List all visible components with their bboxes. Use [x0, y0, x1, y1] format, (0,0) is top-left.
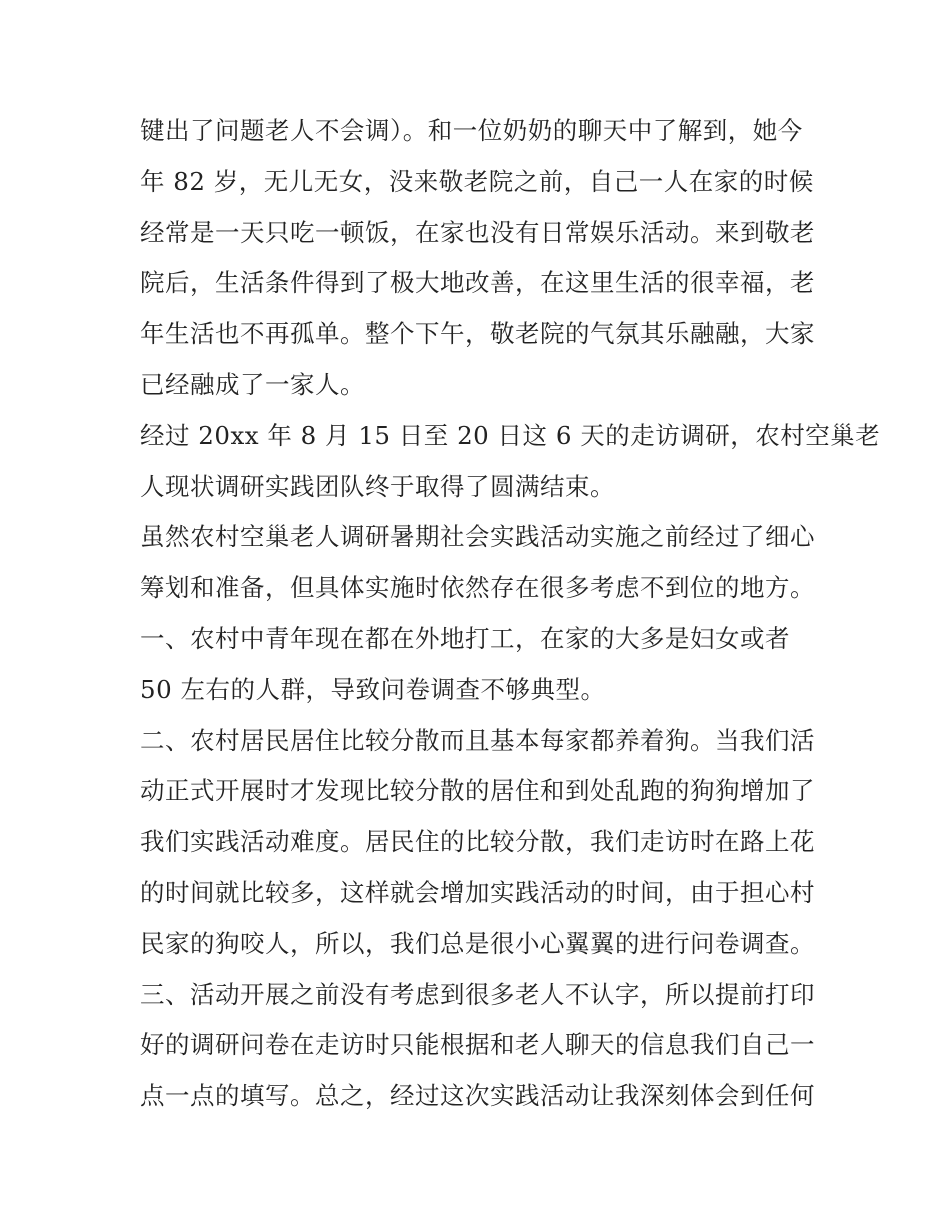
text-line: 动正式开展时才发现比较分散的居住和到处乱跑的狗狗增加了 — [140, 776, 815, 806]
text-line: 我们实践活动难度。居民住的比较分散，我们走访时在路上花 — [140, 827, 815, 857]
text-line: 年生活也不再孤单。整个下午，敬老院的气氛其乐融融，大家 — [140, 319, 815, 349]
text-line: 键出了问题老人不会调）。和一位奶奶的聊天中了解到，她今 — [140, 116, 803, 145]
text-line: 50 左右的人群，导致问卷调查不够典型。 — [140, 674, 606, 704]
text-line: 筹划和准备，但具体实施时依然存在很多考虑不到位的地方。 — [140, 573, 815, 603]
text-line: 院后，生活条件得到了极大地改善，在这里生活的很幸福，老 — [140, 268, 815, 298]
text-line: 民家的狗咬人，所以，我们总是很小心翼翼的进行问卷调查。 — [140, 928, 815, 958]
text-line: 已经融成了一家人。 — [140, 369, 365, 399]
text-line: 二、农村居民居住比较分散而且基本每家都养着狗。当我们活 — [140, 725, 815, 755]
text-line: 的时间就比较多，这样就会增加实践活动的时间，由于担心村 — [140, 877, 815, 907]
text-line: 好的调研问卷在走访时只能根据和老人聊天的信息我们自己一 — [140, 1030, 815, 1060]
text-line: 三、活动开展之前没有考虑到很多老人不认字，所以提前打印 — [140, 979, 815, 1009]
text-line: 经常是一天只吃一顿饭，在家也没有日常娱乐活动。来到敬老 — [140, 217, 815, 247]
text-line: 点一点的填写。总之，经过这次实践活动让我深刻体会到任何 — [140, 1081, 815, 1111]
text-line: 年 82 岁，无儿无女，没来敬老院之前，自己一人在家的时候 — [140, 166, 814, 196]
text-line: 人现状调研实践团队终于取得了圆满结束。 — [140, 471, 615, 501]
document-body — [140, 106, 881, 1122]
text-line: 虽然农村空巢老人调研暑期社会实践活动实施之前经过了细心 — [140, 522, 815, 552]
text-line: 经过 20xx 年 8 月 15 日至 20 日这 6 天的走访调研，农村空巢老 — [140, 420, 881, 450]
text-line: 一、农村中青年现在都在外地打工，在家的大多是妇女或者 — [140, 623, 790, 653]
